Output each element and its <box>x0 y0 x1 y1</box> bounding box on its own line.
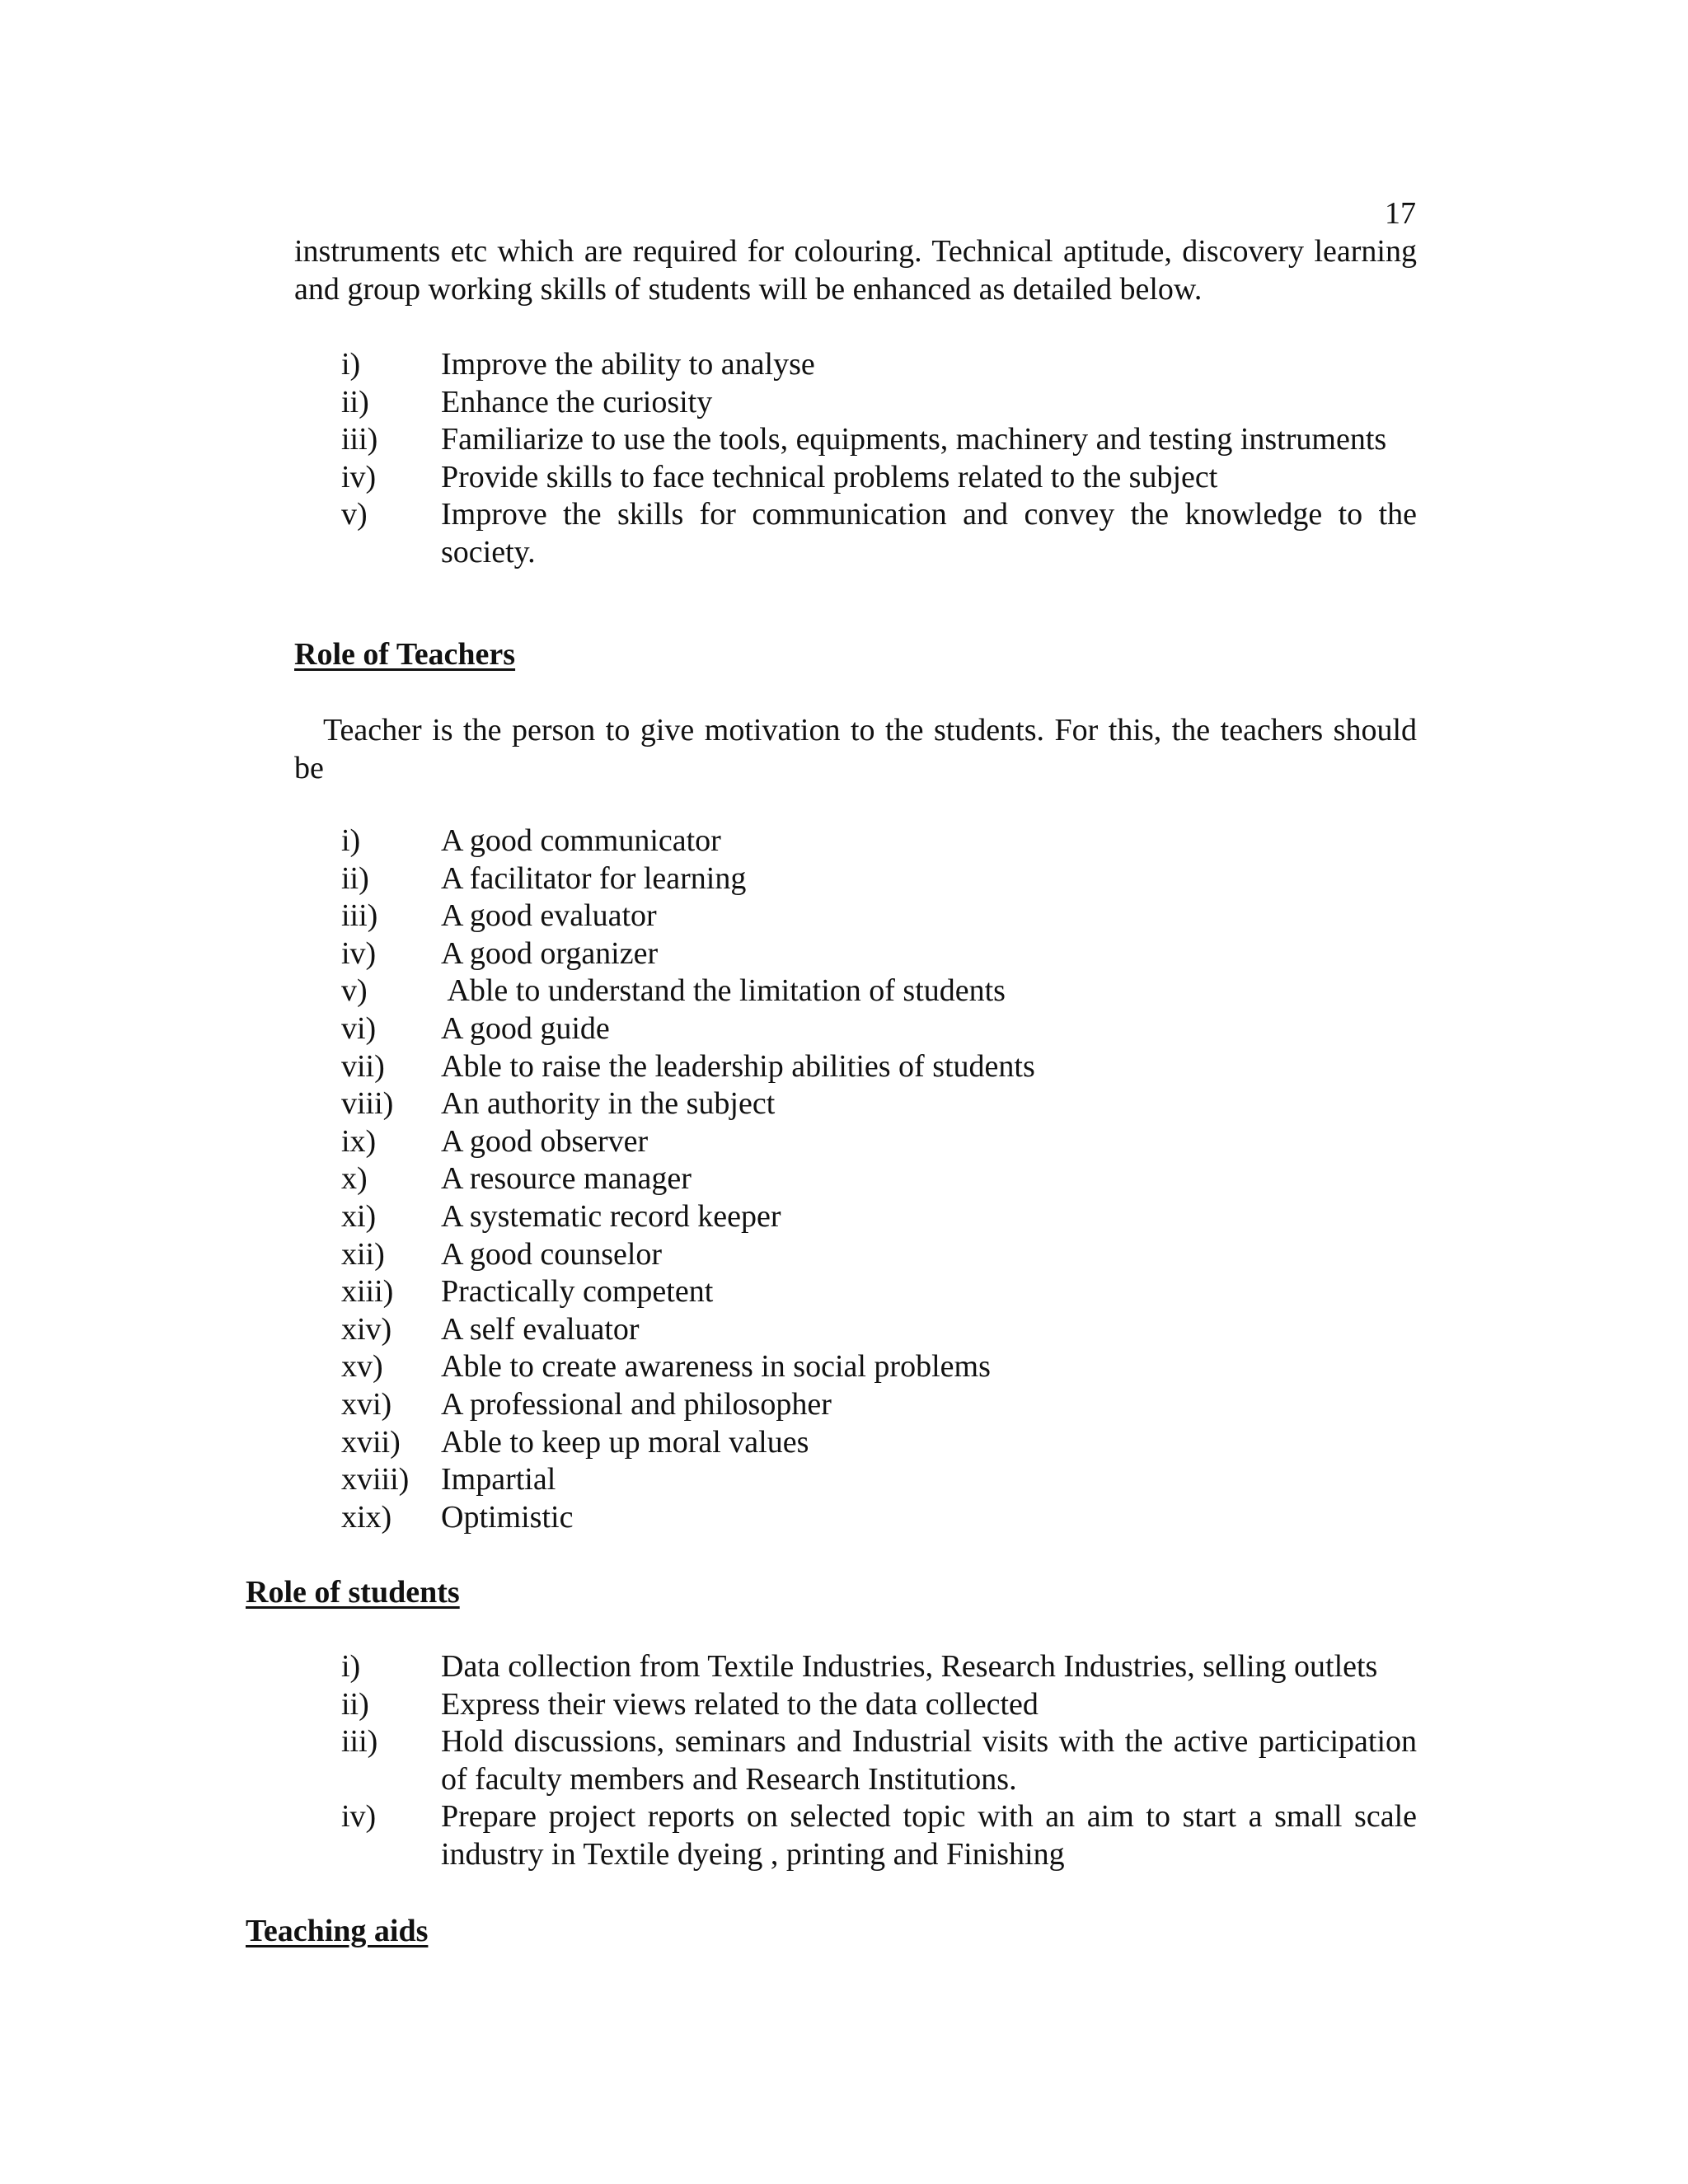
list-item <box>341 1348 1417 1386</box>
list-item-number: iii) <box>341 422 378 457</box>
list-item-number: i) <box>341 1649 361 1684</box>
list-item-number: i) <box>341 823 361 858</box>
list-item-text: A good counselor <box>441 1236 663 1272</box>
list-item-number: iii) <box>341 898 378 934</box>
list-item-text: A good organizer <box>441 935 659 971</box>
list-item-text: A resource manager <box>441 1161 692 1197</box>
list-item-text: Familiarize to use the tools, equipments, machinery and testing instruments <box>441 422 1387 457</box>
list-item-text: A facilitator for learning <box>441 860 747 896</box>
list-item <box>341 1386 1417 1424</box>
list-item <box>341 1461 1417 1499</box>
list-item-text: Able to keep up moral values <box>441 1424 809 1460</box>
students-list <box>341 1648 1417 1874</box>
list-item-text: Hold discussions, seminars and Industrial visits with the active participation of faculty members and Research Institutions. <box>441 1724 1417 1797</box>
list-item-text: An authority in the subject <box>441 1086 776 1122</box>
list-item-text: Able to raise the leadership abilities of students <box>441 1048 1035 1084</box>
list-item-number: iv) <box>341 1799 377 1835</box>
list-item <box>341 898 1417 935</box>
list-item-number: ii) <box>341 1686 369 1722</box>
list-item-text: A self evaluator <box>441 1311 640 1347</box>
list-item-text: Prepare project reports on selected topic with an aim to start a small scale industry in Textile dyeing , printing and Finishing <box>441 1799 1417 1872</box>
list-item-number: viii) <box>341 1086 394 1122</box>
list-item-number: i) <box>341 347 361 382</box>
intro-paragraph: instruments etc which are required for colouring. Technical aptitude, discovery learning and group working skills of students will be enhanced as detailed below. <box>294 234 1417 307</box>
role-of-teachers-heading: Role of Teachers <box>294 637 516 672</box>
list-item-text: Enhance the curiosity <box>441 384 713 419</box>
list-item-number: iv) <box>341 459 377 494</box>
list-item-number: xix) <box>341 1499 392 1535</box>
list-item <box>341 1010 1417 1048</box>
teaching-aids-heading: Teaching aids <box>246 1914 429 1948</box>
objectives-list <box>341 346 1417 572</box>
list-item-number: xii) <box>341 1236 385 1272</box>
list-item-number: ix) <box>341 1123 377 1159</box>
list-item-text: Provide skills to face technical problems related to the subject <box>441 459 1218 494</box>
list-item <box>341 1424 1417 1462</box>
list-item-text: A systematic record keeper <box>441 1198 781 1234</box>
list-item-text: A professional and philosopher <box>441 1386 832 1422</box>
list-item-text: Express their views related to the data collected <box>441 1686 1039 1722</box>
teachers-list <box>341 823 1417 1536</box>
list-item <box>341 1311 1417 1349</box>
list-item-number: iv) <box>341 935 377 971</box>
list-item-number: iii) <box>341 1724 378 1760</box>
list-item-number: xiii) <box>341 1274 394 1310</box>
role-of-students-heading: Role of students <box>246 1575 460 1610</box>
list-item <box>341 860 1417 898</box>
list-item-number: xiv) <box>341 1311 392 1347</box>
list-item <box>341 496 1417 571</box>
list-item <box>341 1686 1417 1724</box>
list-item <box>341 1198 1417 1236</box>
list-item-text: Practically competent <box>441 1274 714 1310</box>
list-item <box>341 1160 1417 1198</box>
list-item <box>341 1723 1417 1798</box>
list-item-text: A good evaluator <box>441 898 657 934</box>
list-item-number: xi) <box>341 1198 377 1234</box>
list-item <box>341 935 1417 973</box>
list-item-text: A good guide <box>441 1010 610 1046</box>
list-item-number: xviii) <box>341 1462 410 1497</box>
list-item <box>341 421 1417 459</box>
list-item-number: vii) <box>341 1048 385 1084</box>
list-item-number: xvii) <box>341 1424 401 1460</box>
list-item-text: A good observer <box>441 1123 649 1159</box>
list-item-text: A good communicator <box>441 823 721 858</box>
list-item-number: ii) <box>341 384 369 419</box>
list-item-text: Improve the ability to analyse <box>441 347 815 382</box>
list-item <box>341 1123 1417 1161</box>
list-item-text: Able to create awareness in social problems <box>441 1349 991 1385</box>
list-item-number: xv) <box>341 1349 383 1385</box>
list-item-number: v) <box>341 497 368 532</box>
list-item-number: v) <box>341 973 368 1009</box>
teachers-intro-paragraph: Teacher is the person to give motivation to the students. For this, the teachers should be <box>294 713 1417 785</box>
list-item <box>341 459 1417 497</box>
list-item-text: Data collection from Textile Industries, Research Industries, selling outlets <box>441 1649 1378 1684</box>
list-item <box>341 1236 1417 1274</box>
list-item <box>341 823 1417 860</box>
list-item <box>341 1798 1417 1873</box>
list-item <box>341 1273 1417 1311</box>
list-item-text: Optimistic <box>441 1499 574 1535</box>
list-item-text: Able to understand the limitation of students <box>441 973 1006 1009</box>
list-item <box>341 1085 1417 1123</box>
list-item <box>341 1499 1417 1537</box>
list-item <box>341 346 1417 384</box>
list-item <box>341 1648 1417 1686</box>
list-item-number: vi) <box>341 1010 377 1046</box>
list-item <box>341 972 1417 1010</box>
list-item-number: xvi) <box>341 1386 392 1422</box>
page-number: 17 <box>1385 196 1416 231</box>
list-item-text: Impartial <box>441 1462 556 1497</box>
list-item-number: x) <box>341 1161 368 1197</box>
list-item <box>341 1048 1417 1086</box>
list-item-text: Improve the skills for communication and convey the knowledge to the society. <box>441 497 1417 569</box>
list-item-number: ii) <box>341 860 369 896</box>
list-item <box>341 384 1417 422</box>
